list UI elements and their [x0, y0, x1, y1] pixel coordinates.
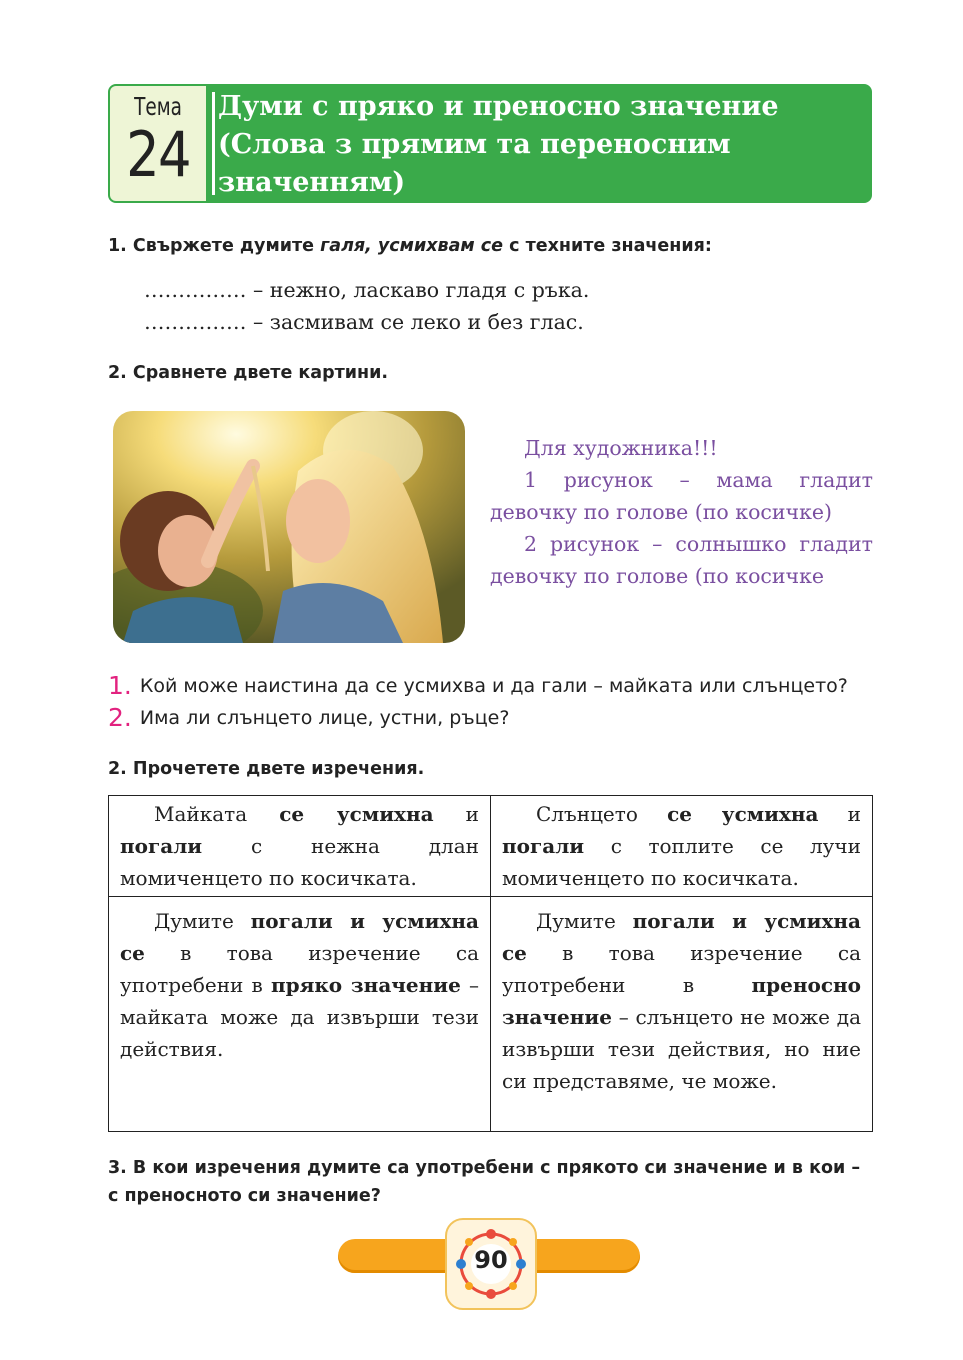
- table-cell-figurative-explanation: Думите погали и усмихна се в това изречение са употребени в преносно значение – слънцето не може да извърши тези действия, но ние си представяме, че може.: [491, 897, 873, 1132]
- note-line-2: 2 рисунок – солнышко гладит девочку по голове (по косичке: [490, 532, 873, 588]
- comparison-table: [108, 795, 873, 1132]
- table-row: [109, 796, 873, 897]
- question-1-text: Кой може наистина да се усмихва и да гали – майката или слънцето?: [139, 675, 848, 697]
- task-4-line-2: с преносното си значение?: [108, 1186, 381, 1206]
- task-4-line-1: 3. В кои изречения думите са употребени с прякото си значение и в кои –: [108, 1158, 861, 1178]
- title-line-1: Думи с пряко и преносно значение: [218, 91, 779, 122]
- artist-note: [490, 432, 873, 592]
- match-line-2: …………… – засмивам се леко и без глас.: [144, 310, 584, 334]
- table-cell-direct-sentence: Майката се усмихна и погали с нежна длан момиченцето по косичката.: [109, 796, 491, 897]
- topic-number: 24: [126, 118, 190, 191]
- task-1-heading: [108, 236, 712, 256]
- task-1-words: галя, усмихвам се: [320, 236, 504, 256]
- task-1-suffix: с техните значения:: [503, 236, 712, 256]
- topic-label: Тема: [134, 92, 182, 121]
- table-cell-figurative-sentence: Слънцето се усмихна и погали с топлите се лучи момиченцето по косичката.: [491, 796, 873, 897]
- question-2-text: Има ли слънцето лице, устни, ръце?: [139, 707, 510, 729]
- task-1-prefix: 1. Свържете думите: [108, 236, 321, 256]
- lesson-title: [218, 88, 858, 202]
- title-line-3: значенням): [218, 167, 406, 198]
- table-cell-direct-explanation: Думите погали и усмихна се в това изречение са употребени в пряко значение – майката може да извърши тези действия.: [109, 897, 491, 1132]
- header-divider: [212, 92, 215, 195]
- note-line-1: 1 рисунок – мама гладит девочку по голове (по косичке): [490, 468, 873, 524]
- match-line-1: …………… – нежно, ласкаво гладя с ръка.: [144, 278, 590, 302]
- question-2-number: 2.: [108, 703, 132, 732]
- question-1: [108, 671, 848, 700]
- title-line-2: (Слова з прямим та переносним: [218, 129, 731, 160]
- question-1-number: 1.: [108, 671, 132, 700]
- task-3-heading: 2. Прочетете двете изречения.: [108, 759, 425, 779]
- mother-daughter-photo: [113, 411, 465, 643]
- topic-badge: [110, 86, 206, 201]
- task-2-heading: 2. Сравнете двете картини.: [108, 363, 389, 383]
- note-title: Для художника!!!: [524, 436, 718, 460]
- lesson-header: [108, 84, 872, 203]
- page-number-badge: [445, 1218, 537, 1310]
- page-number: 90: [474, 1246, 508, 1274]
- question-2: [108, 703, 509, 732]
- table-row: [109, 897, 873, 1132]
